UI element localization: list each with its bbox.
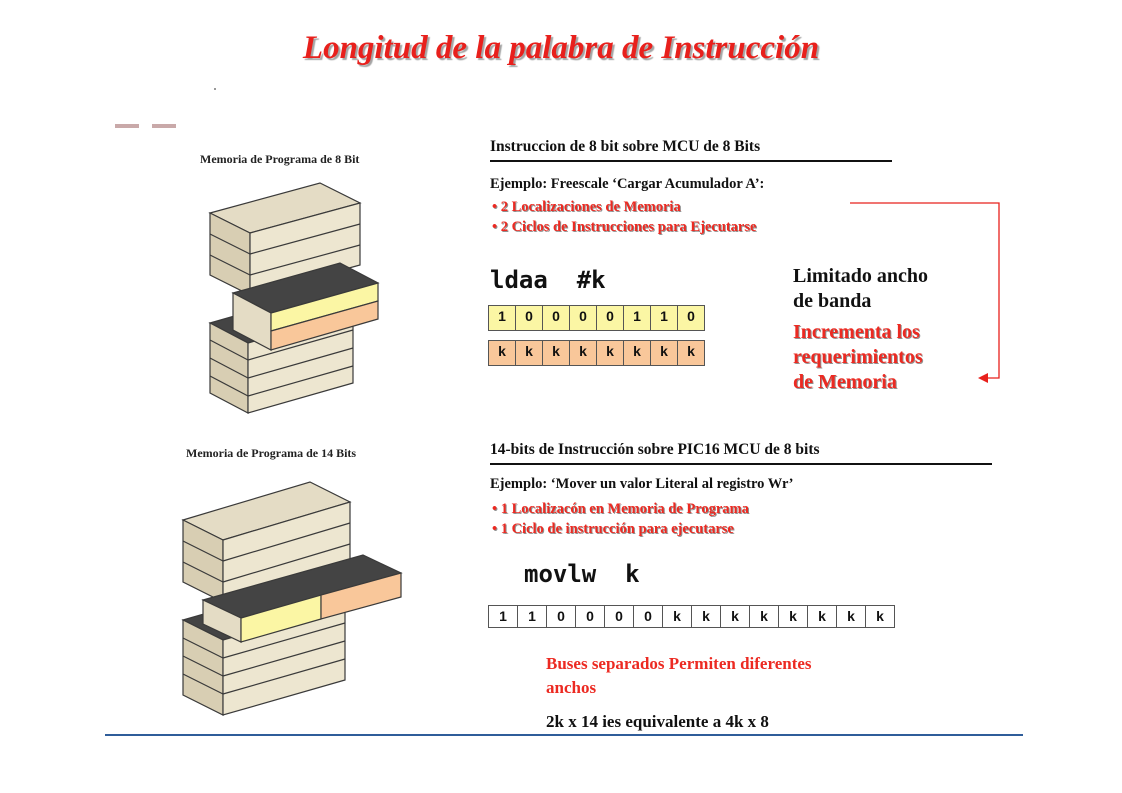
side-note-line: de banda: [793, 290, 872, 312]
bottom-heading: 14-bits de Instrucción sobre PIC16 MCU de 8 bits: [490, 441, 820, 458]
side-note-red-line: de Memoria: [793, 371, 897, 393]
top-bullet-1: • 2 Localizaciones de Memoria: [492, 199, 681, 215]
bottom-note-red-line: anchos: [546, 678, 597, 697]
bit-cell: 1: [488, 305, 516, 331]
bottom-opcode-row: [489, 605, 895, 628]
bottom-note: [546, 652, 812, 700]
bit-cell: 1: [650, 305, 678, 331]
bit-cell: 1: [517, 605, 547, 628]
bit-cell: k: [677, 340, 705, 366]
top-opcode-row: [489, 305, 705, 331]
side-note-red-line: requerimientos: [793, 346, 923, 368]
top-operand-row: [489, 340, 705, 366]
bit-cell: 0: [677, 305, 705, 331]
bit-cell: k: [778, 605, 808, 628]
bit-cell: k: [569, 340, 597, 366]
bit-cell: 0: [633, 605, 663, 628]
footer-rule: [105, 734, 1023, 736]
bottom-equivalence: 2k x 14 ies equivalente a 4k x 8: [546, 712, 769, 731]
bit-cell: k: [662, 605, 692, 628]
bit-cell: 0: [569, 305, 597, 331]
bit-cell: k: [836, 605, 866, 628]
bit-cell: k: [720, 605, 750, 628]
page-title: Longitud de la palabra de Instrucción: [302, 30, 820, 66]
memory-14bit-illustration: [175, 470, 415, 720]
bit-cell: 0: [575, 605, 605, 628]
bit-cell: 1: [623, 305, 651, 331]
bit-cell: k: [749, 605, 779, 628]
bit-cell: k: [807, 605, 837, 628]
bit-cell: 0: [604, 605, 634, 628]
bottom-mnemonic: movlw k: [524, 560, 640, 588]
bit-cell: 0: [542, 305, 570, 331]
bit-cell: 0: [515, 305, 543, 331]
top-mnemonic: ldaa #k: [490, 266, 606, 294]
decorative-mark: [115, 124, 139, 128]
bit-cell: 1: [488, 605, 518, 628]
bit-cell: k: [865, 605, 895, 628]
bottom-bullet-2: • 1 Ciclo de instrucción para ejecutarse: [492, 521, 734, 537]
top-example: Ejemplo: Freescale ‘Cargar Acumulador A’:: [490, 176, 765, 192]
memory-label-14bit: Memoria de Programa de 14 Bits: [186, 446, 357, 460]
memory-8bit-illustration: [195, 175, 395, 415]
top-heading: Instruccion de 8 bit sobre MCU de 8 Bits: [490, 138, 761, 155]
side-note-line: Limitado ancho: [793, 265, 929, 287]
connector-arrow: [830, 195, 1030, 395]
bit-cell: k: [515, 340, 543, 366]
bit-cell: k: [691, 605, 721, 628]
top-bullet-2: • 2 Ciclos de Instrucciones para Ejecutarse: [492, 219, 757, 235]
bottom-example: Ejemplo: ‘Mover un valor Literal al registro Wr’: [490, 476, 794, 492]
memory-label-8bit: Memoria de Programa de 8 Bit: [200, 152, 360, 166]
bit-cell: k: [650, 340, 678, 366]
bit-cell: k: [542, 340, 570, 366]
bit-cell: k: [488, 340, 516, 366]
bit-cell: 0: [546, 605, 576, 628]
bottom-note-red-line: Buses separados Permiten diferentes: [546, 654, 812, 673]
decorative-mark: [152, 124, 176, 128]
decorative-dot: [214, 88, 216, 90]
top-heading-rule: [490, 160, 892, 162]
side-note-red-line: Incrementa los: [793, 321, 920, 343]
bottom-heading-rule: [490, 463, 992, 465]
bit-cell: 0: [596, 305, 624, 331]
bottom-bullet-1: • 1 Localizacón en Memoria de Programa: [492, 501, 749, 517]
bit-cell: k: [596, 340, 624, 366]
bit-cell: k: [623, 340, 651, 366]
